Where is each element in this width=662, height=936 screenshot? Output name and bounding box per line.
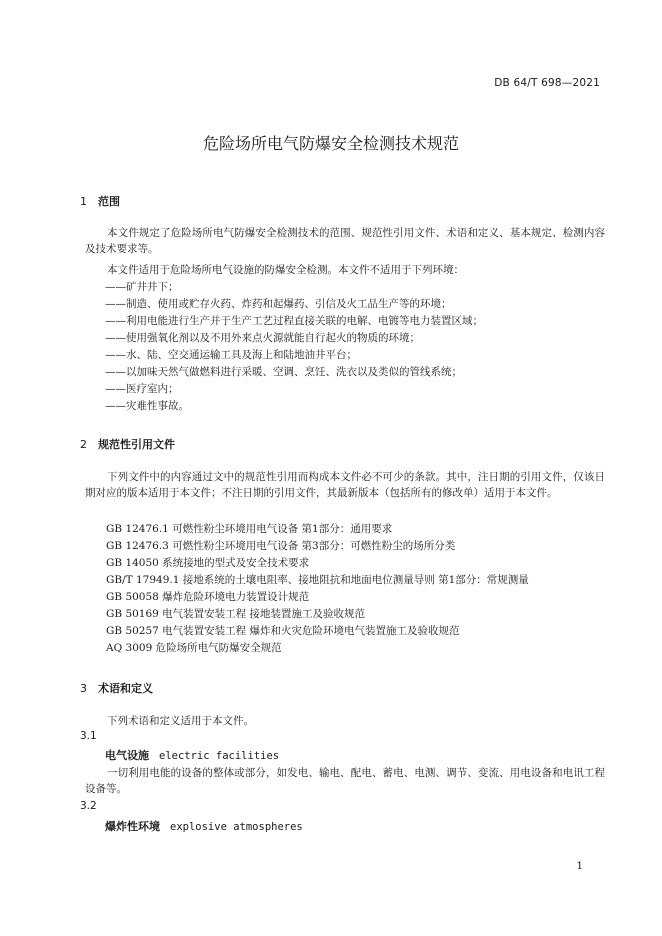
exclusion-item: ——使用强氧化剂以及不用外来点火源就能自行起火的物质的环境； xyxy=(105,332,420,344)
reference-item: GB 50257 电气装置安装工程 爆炸和火灾危险环境电气装置施工及验收规范 xyxy=(106,625,460,637)
reference-item: GB 14050 系统接地的型式及安全技术要求 xyxy=(106,557,310,569)
term-3-2-name-cn: 爆炸性环境 xyxy=(105,820,160,833)
exclusion-item: ——利用电能进行生产并于生产工艺过程直接关联的电解、电镀等电力装置区域； xyxy=(105,315,483,327)
reference-item: AQ 3009 危险场所电气防爆安全规范 xyxy=(106,642,282,654)
reference-item: GB 50058 爆炸危险环境电力装置设计规范 xyxy=(106,591,310,603)
reference-item: GB 12476.1 可燃性粉尘环境用电气设备 第1部分：通用要求 xyxy=(106,523,393,535)
section-3-title: 术语和定义 xyxy=(98,682,153,695)
section-1-paragraph-1: 本文件规定了危险场所电气防爆安全检测技术的范围、规范性引用文件、术语和定义、基本规定、检测内容及技术要求等。 xyxy=(85,227,605,255)
exclusion-item: ——水、陆、空交通运输工具及海上和陆地油井平台； xyxy=(105,349,357,361)
section-1-heading xyxy=(80,193,120,209)
section-2-heading xyxy=(80,436,175,452)
page-number: 1 xyxy=(576,860,583,872)
section-3-number: 3 xyxy=(80,682,87,695)
standard-number: DB 64/T 698—2021 xyxy=(494,77,600,89)
reference-item: GB 12476.3 可燃性粉尘环境用电气设备 第3部分：可燃性粉尘的场所分类 xyxy=(106,540,456,552)
section-2-title: 规范性引用文件 xyxy=(98,438,175,451)
section-1-title: 范围 xyxy=(98,195,120,208)
section-2-number: 2 xyxy=(80,438,87,451)
term-3-2-name-en: explosive atmospheres xyxy=(170,821,303,833)
term-3-2-name xyxy=(105,818,303,834)
section-1-number: 1 xyxy=(80,195,87,208)
term-3-1-name-cn: 电气设施 xyxy=(105,749,149,762)
section-1-paragraph-2: 本文件适用于危险场所电气设施的防爆安全检测。本文件不适用于下列环境： xyxy=(107,264,464,276)
exclusion-item: ——制造、使用或贮存火药、炸药和起爆药、引信及火工品生产等的环境； xyxy=(105,298,452,310)
term-3-1-number: 3.1 xyxy=(80,730,97,742)
exclusion-item: ——以加味天然气做燃料进行采暖、空调、烹饪、洗衣以及类似的管线系统； xyxy=(105,366,462,378)
exclusion-item: ——灾难性事故。 xyxy=(105,400,189,412)
section-2-paragraph: 下列文件中的内容通过文中的规范性引用而构成本文件必不可少的条款。其中，注日期的引用文件，仅该日期对应的版本适用于本文件；不注日期的引用文件，其最新版本（包括所有的修改单）适用于本文件。 xyxy=(85,471,605,499)
term-3-1-definition: 一切利用电能的设备的整体或部分，如发电、输电、配电、蓄电、电测、调节、变流、用电设备和电讯工程设备等。 xyxy=(85,767,605,795)
reference-item: GB 50169 电气装置安装工程 接地装置施工及验收规范 xyxy=(106,608,366,620)
term-3-2-number: 3.2 xyxy=(80,800,97,812)
reference-item: GB/T 17949.1 接地系统的土壤电阻率、接地阻抗和地面电位测量导则 第1部分：常规测量 xyxy=(106,574,529,586)
section-3-paragraph: 下列术语和定义适用于本文件。 xyxy=(107,715,254,727)
exclusion-item: ——矿井井下； xyxy=(105,281,179,293)
section-3-heading xyxy=(80,680,153,696)
document-title: 危险场所电气防爆安全检测技术规范 xyxy=(202,134,459,153)
exclusion-item: ——医疗室内； xyxy=(105,383,179,395)
term-3-1-name xyxy=(105,747,279,763)
term-3-1-name-en: electric facilities xyxy=(159,750,280,762)
